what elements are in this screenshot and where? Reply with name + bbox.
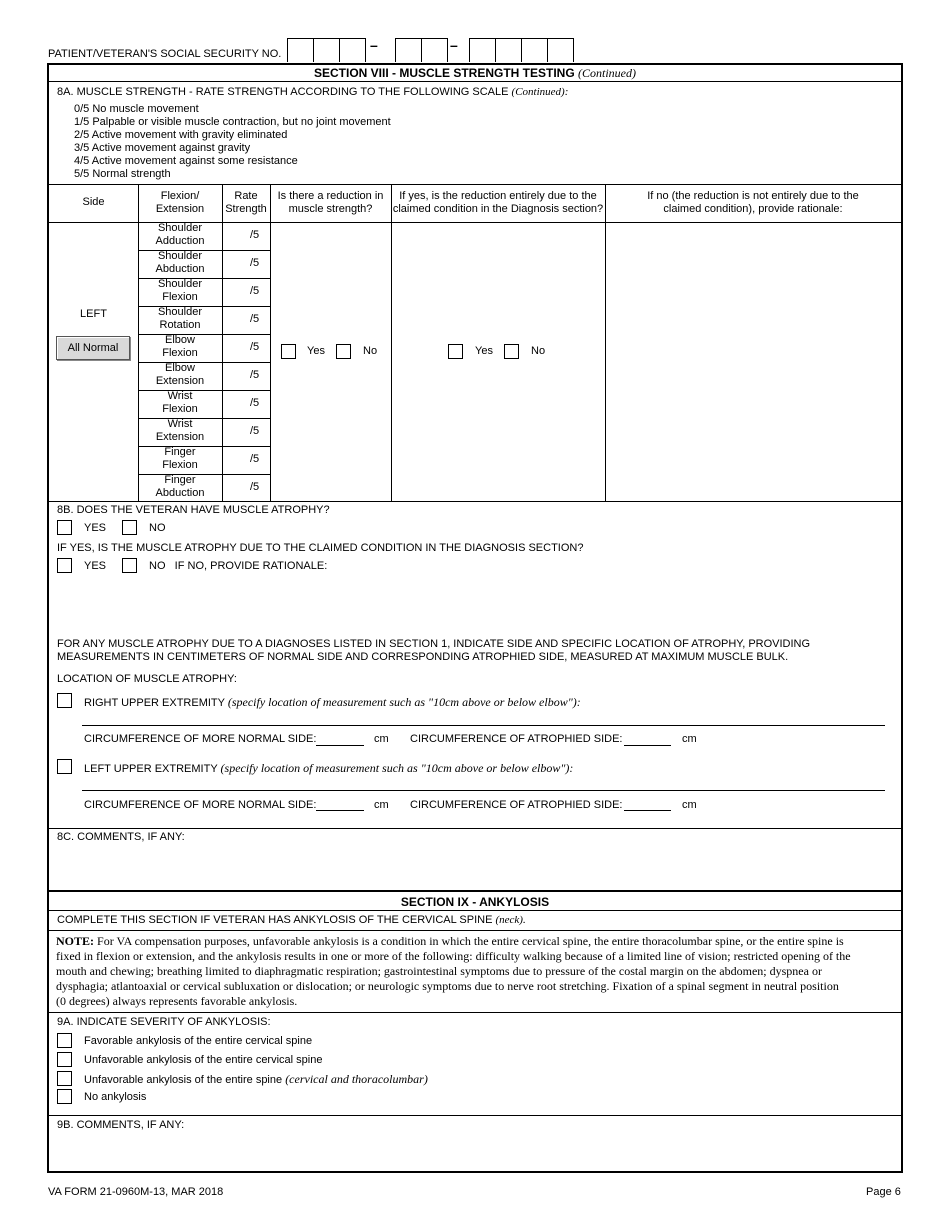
- right-circ-normal-field[interactable]: [316, 745, 364, 746]
- col-side-header: Side: [82, 196, 105, 208]
- form-id: VA FORM 21-0960M-13, MAR 2018: [48, 1186, 224, 1198]
- muscle-row-label: Shoulder Flexion: [157, 278, 203, 303]
- ssn-digit-box[interactable]: [339, 38, 366, 62]
- ssn-digit-box[interactable]: [547, 38, 574, 62]
- 8b-question: 8B. DOES THE VETERAN HAVE MUSCLE ATROPHY?: [57, 504, 330, 516]
- atrophy-no-checkbox[interactable]: [122, 520, 137, 535]
- ankylosis-option-checkbox[interactable]: [57, 1052, 72, 1067]
- ankylosis-option-label: Favorable ankylosis of the entire cervical spine: [84, 1035, 313, 1047]
- due-no-label: No: [531, 345, 546, 357]
- ankylosis-option-checkbox[interactable]: [57, 1071, 72, 1086]
- section9-title: SECTION IX - ANKYLOSIS: [400, 895, 550, 909]
- reduction-yes-checkbox[interactable]: [281, 344, 296, 359]
- ssn-digit-box[interactable]: [287, 38, 314, 62]
- rate-strength-field[interactable]: /5: [250, 229, 260, 241]
- 8c-comments-label: 8C. COMMENTS, IF ANY:: [57, 831, 185, 843]
- atrophy-due-no-label: NO IF NO, PROVIDE RATIONALE:: [149, 560, 328, 572]
- right-upper-label: RIGHT UPPER EXTREMITY (specify location of measurement such as "10cm above or below elbow"):: [84, 695, 581, 709]
- muscle-row-label: Finger Abduction: [155, 474, 205, 499]
- muscle-row-label: Shoulder Adduction: [155, 222, 205, 247]
- muscle-row-label: Elbow Flexion: [162, 334, 198, 359]
- atrophy-instructions: FOR ANY MUSCLE ATROPHY DUE TO A DIAGNOSES LISTED IN SECTION 1, INDICATE SIDE AND SPECIFIC LOCATION OF ATROPHY, PROVIDING MEASUREMENTS IN CENTIMETERS OF NORMAL SIDE AND CORRESPONDING ATROPHIED SIDE, MEASURED AT MAXIMUM MUSCLE BULK.: [57, 638, 811, 663]
- cm-unit: cm: [374, 733, 389, 745]
- col-reduction-header: Is there a reduction in muscle strength?: [277, 190, 384, 215]
- ssn-digit-box[interactable]: [395, 38, 422, 62]
- atrophy-no-label: NO: [149, 522, 166, 534]
- muscle-row-label: Wrist Flexion: [162, 390, 198, 415]
- 9a-heading: 9A. INDICATE SEVERITY OF ANKYLOSIS:: [57, 1016, 271, 1028]
- col-flexion-header: Flexion/ Extension: [155, 190, 205, 215]
- location-label: LOCATION OF MUSCLE ATROPHY:: [57, 673, 237, 685]
- note-label: NOTE:: [56, 934, 95, 948]
- ssn-dash: –: [450, 37, 458, 53]
- rate-strength-field[interactable]: /5: [250, 397, 260, 409]
- cm-unit: cm: [682, 733, 697, 745]
- ankylosis-note: NOTE: For VA compensation purposes, unfavorable ankylosis is a condition in which the entire cervical spine, the entire thoracolumbar spine, or the entire spine is fixed in flexion or extension, and the ankylosis results in one or more of the following: difficulty walking because of a limited line of vision; restricted opening of the mouth and chewing; breathing limited to diaphragmatic respiration; gastrointestinal symptoms due to pressure of the costal margin on the abdomen; dyspnea or dysphagia; atlantoaxial or cervical subluxation or dislocation; or neurologic symptoms due to nerve root stretching. Fixation of a spinal segment in neutral position (0 degrees) always represents favorable ankylosis.: [56, 934, 851, 1008]
- scale-item: 1/5 Palpable or visible muscle contraction, but no joint movement: [74, 116, 391, 128]
- rate-strength-field[interactable]: /5: [250, 369, 260, 381]
- 8a-heading: 8A. MUSCLE STRENGTH - RATE STRENGTH ACCORDING TO THE FOLLOWING SCALE (Continued):: [57, 86, 569, 98]
- reduction-no-label: No: [363, 345, 378, 357]
- page-number: Page 6: [866, 1186, 901, 1198]
- scale-item: 0/5 No muscle movement: [74, 103, 199, 115]
- left-upper-checkbox[interactable]: [57, 759, 72, 774]
- rate-strength-field[interactable]: /5: [250, 285, 260, 297]
- right-upper-location-line[interactable]: [82, 725, 885, 726]
- left-circ-normal-field[interactable]: [316, 810, 364, 811]
- ankylosis-option-label: Unfavorable ankylosis of the entire spine (cervical and thoracolumbar): [84, 1072, 428, 1086]
- rate-strength-field[interactable]: /5: [250, 481, 260, 493]
- rationale-field[interactable]: [606, 223, 900, 500]
- atrophy-due-yes-label: YES: [84, 560, 107, 572]
- section9-instruction: COMPLETE THIS SECTION IF VETERAN HAS ANKYLOSIS OF THE CERVICAL SPINE (neck).: [57, 914, 526, 926]
- due-no-checkbox[interactable]: [504, 344, 519, 359]
- scale-item: 4/5 Active movement against some resistance: [74, 155, 298, 167]
- due-yes-checkbox[interactable]: [448, 344, 463, 359]
- ssn-label: PATIENT/VETERAN'S SOCIAL SECURITY NO.: [48, 48, 282, 60]
- right-upper-checkbox[interactable]: [57, 693, 72, 708]
- ankylosis-option-checkbox[interactable]: [57, 1033, 72, 1048]
- ssn-digit-box[interactable]: [421, 38, 448, 62]
- rate-strength-field[interactable]: /5: [250, 313, 260, 325]
- ankylosis-option-checkbox[interactable]: [57, 1089, 72, 1104]
- scale-item: 5/5 Normal strength: [74, 168, 171, 180]
- right-circ-atrophied-label: CIRCUMFERENCE OF ATROPHIED SIDE:: [410, 733, 623, 745]
- muscle-row-label: Shoulder Rotation: [157, 306, 203, 331]
- ssn-digit-box[interactable]: [521, 38, 548, 62]
- rate-strength-field[interactable]: /5: [250, 453, 260, 465]
- atrophy-yes-checkbox[interactable]: [57, 520, 72, 535]
- ssn-digit-box[interactable]: [313, 38, 340, 62]
- ankylosis-option-label: No ankylosis: [84, 1091, 147, 1103]
- col-due-header: If yes, is the reduction entirely due to the claimed condition in the Diagnosis section?: [392, 190, 604, 215]
- left-upper-label: LEFT UPPER EXTREMITY (specify location of measurement such as "10cm above or below elbow"):: [84, 761, 574, 775]
- left-upper-location-line[interactable]: [82, 790, 885, 791]
- muscle-row-label: Shoulder Abduction: [155, 250, 205, 275]
- 9b-comments-field[interactable]: [57, 1134, 897, 1168]
- 9b-comments-label: 9B. COMMENTS, IF ANY:: [57, 1119, 185, 1131]
- reduction-no-checkbox[interactable]: [336, 344, 351, 359]
- cm-unit: cm: [682, 799, 697, 811]
- 8b-followup: IF YES, IS THE MUSCLE ATROPHY DUE TO THE CLAIMED CONDITION IN THE DIAGNOSIS SECTION?: [57, 542, 584, 554]
- rate-strength-field[interactable]: /5: [250, 425, 260, 437]
- atrophy-due-no-checkbox[interactable]: [122, 558, 137, 573]
- atrophy-yes-label: YES: [84, 522, 107, 534]
- atrophy-due-yes-checkbox[interactable]: [57, 558, 72, 573]
- ssn-dash: –: [370, 37, 378, 53]
- 8c-comments-field[interactable]: [57, 846, 897, 886]
- side-left-label: LEFT: [80, 308, 107, 320]
- right-circ-atrophied-field[interactable]: [624, 745, 671, 746]
- muscle-row-label: Wrist Extension: [155, 418, 205, 443]
- left-circ-normal-label: CIRCUMFERENCE OF MORE NORMAL SIDE:: [84, 799, 317, 811]
- scale-item: 3/5 Active movement against gravity: [74, 142, 251, 154]
- ssn-digit-box[interactable]: [495, 38, 522, 62]
- muscle-row-label: Finger Flexion: [162, 446, 198, 471]
- due-yes-label: Yes: [475, 345, 493, 357]
- left-circ-atrophied-label: CIRCUMFERENCE OF ATROPHIED SIDE:: [410, 799, 623, 811]
- rate-strength-field[interactable]: /5: [250, 341, 260, 353]
- col-rationale-header: If no (the reduction is not entirely due to the claimed condition), provide rationale:: [647, 190, 859, 215]
- col-rate-header: Rate Strength: [225, 190, 267, 215]
- rate-strength-field[interactable]: /5: [250, 257, 260, 269]
- right-circ-normal-label: CIRCUMFERENCE OF MORE NORMAL SIDE:: [84, 733, 317, 745]
- left-circ-atrophied-field[interactable]: [624, 810, 671, 811]
- ankylosis-option-label: Unfavorable ankylosis of the entire cervical spine: [84, 1054, 323, 1066]
- scale-item: 2/5 Active movement with gravity eliminated: [74, 129, 288, 141]
- cm-unit: cm: [374, 799, 389, 811]
- ssn-digit-box[interactable]: [469, 38, 496, 62]
- muscle-row-label: Elbow Extension: [155, 362, 205, 387]
- all-normal-button[interactable]: All Normal: [56, 336, 130, 360]
- reduction-yes-label: Yes: [307, 345, 325, 357]
- section8-title: SECTION VIII - MUSCLE STRENGTH TESTING (Continued): [313, 66, 637, 80]
- strength-scale: [74, 103, 391, 181]
